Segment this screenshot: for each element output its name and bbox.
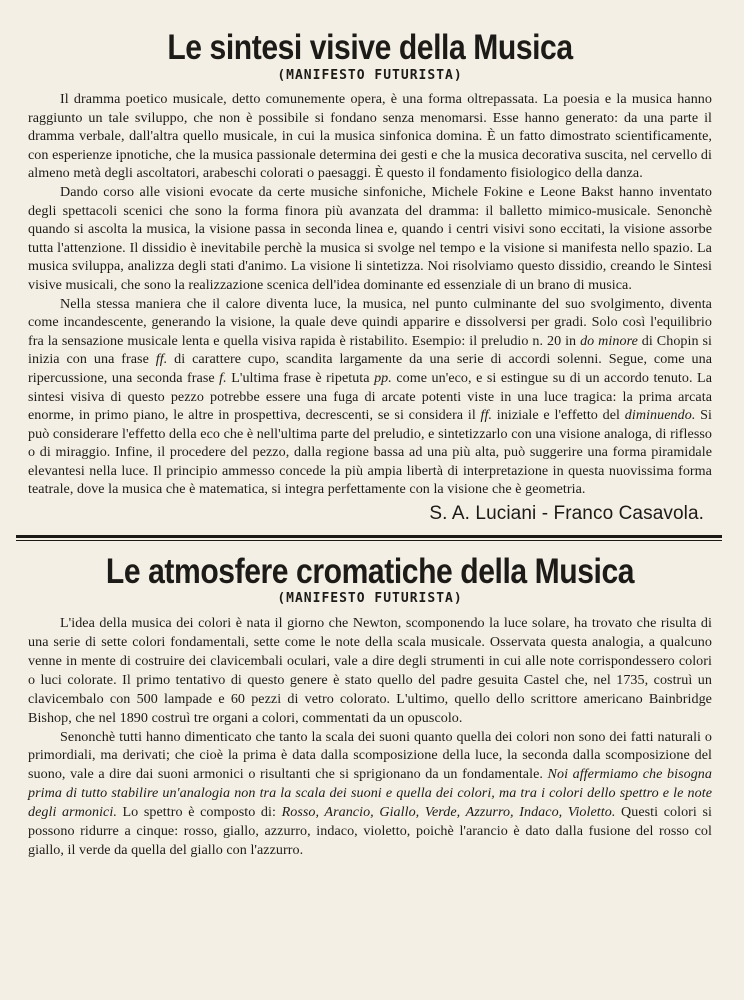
text-run: di carattere cupo, scandita largamente da una serie di accordi solenni. Segue, come una ripercussione, una seconda frase [28,351,712,386]
text-run: Si può considerare l'effetto della eco che è nell'ultima parte del preludio, e sintetizzarlo con una visione analoga, di riflesso o di miraggio. Infine, il procedere del pezzo, dalla regione bassa ad una più alta, può suggerire una forma piramidale elevantesi nella luce. Il principio ammesso concede la più ampia libertà di interpretazione in questa nuovissima forma teatrale, dove la musica che è matematica, si integra perfettamente con la visione che è geometria. [28,407,713,498]
text-run: di Chopin si inizia con una frase [28,332,712,368]
text-run: iniziale e l'effetto del [492,407,625,424]
paragraph [28,183,712,295]
italic-text-run: Rosso, Arancio, Giallo, Verde, Azzurro, Indaco, Violetto. [281,804,616,821]
paragraph [28,90,712,183]
text-run: Nella stessa maniera che il calore diventa luce, la musica, nel punto culminante del suo svolgimento, diventa come incandescente, generando la visione, la quale deve quindi apparire e dissolversi per gradi. Solo così l'equilibrio fra la sensazione musicale lenta e quella visiva rapida è ristabilito. Esempio: il preludio n. 20 in [28,295,712,349]
text-run: come un'eco, e si estingue su di un accordo tenuto. La sintesi visiva di questo pezzo potrebbe essere una fuga di arcate potenti viste in una luce tragica: la prima arcata enorme, in primo piano, le altre in prospettiva, decrescenti, se si considera il [28,369,713,424]
section-title: Le atmosfere cromatiche della Musica [105,552,635,592]
paragraph [28,728,712,860]
text-run: Lo spettro è composto di: [116,804,282,821]
paragraph [28,295,712,500]
section-atmosfere-cromatiche [28,551,712,860]
italic-text-run: ff. [155,351,168,368]
section-body [28,614,712,860]
text-run: Senonchè tutti hanno dimenticato che tanto la scala dei suoni quanto quella dei colori non sono dei fatti naturali o primordiali, ma derivati; che cioè la prima è data dalla scomposizione della luce, la seconda dalla scomposizione del suono, vale a dire dai suoni armonici o risultanti che si sprigionano da un fondamentale. [28,728,712,783]
text-run: Questi colori si possono ridurre a cinque: rosso, giallo, azzurro, indaco, violetto, poichè l'arancio è dato dalla fusione del rosso col giallo, il verde da quella del giallo con l'azzurro. [28,804,712,858]
section-body [28,90,712,499]
section-divider [16,535,722,541]
italic-text-run: f. [219,369,227,386]
italic-text-run: do minore [580,332,638,349]
text-run: Dando corso alle visioni evocate da certe musiche sinfoniche, Michele Fokine e Leone Bakst hanno inventato degli spettacoli scenici che sono la forma finora più avanzata del dramma: il balletto mimico-musicale. Senonchè quando si ascolta la musica, la visione passa in seconda linea e, quando i centri visivi sono eccitati, la visione assorbe tutta l'attenzione. Il dissidio è inevitabile perchè la musica si svolge nel tempo e la visione si manifesta nello spazio. La musica sviluppa, analizza degli stati d'animo. La visione li sintetizza. Noi risolviamo questo dissidio, creando le Sintesi visive musicali, che sono la realizzazione scenica dell'idea dominante ed essenziale di un brano di musica. [28,183,712,293]
section-subtitle: (MANIFESTO FUTURISTA) [277,68,463,83]
italic-text-run: diminuendo. [624,407,696,424]
italic-text-run: pp. [374,369,392,386]
author-signature: S. A. Luciani - Franco Casavola. [429,503,704,525]
paragraph [28,614,712,727]
italic-text-run: Noi affermiamo che bisogna prima di tutto stabilire un'analogia non tra la scala dei suoni e quella dei colori, ma tra i colori dello spettro e le note degli armonici. [28,766,713,821]
text-run: L'ultima frase è ripetuta [226,369,375,386]
section-sintesi-visive [28,26,712,525]
text-run: L'idea della musica dei colori è nata il giorno che Newton, scomponendo la luce solare, ha trovato che risulta di una serie di sette colori fondamentali, sette come le note della scala musicale. Osservata questa analogia, a qualcuno venne in mente di costruire dei clavicembali oculari, vale a dire degli strumenti in cui alle note corrispondessero colori o luci colorate. Il primo tentativo di questo genere è stato quello del padre gesuita Castel che, nel 1735, costruì un clavicembalo con 500 lampade e 60 pezzi di vetro colorato. L'ultimo, quello dello scrittore americano Bainbridge Bishop, che nel 1890 costruì tre organi a colori, commentati da un opuscolo. [28,615,712,726]
section-subtitle: (MANIFESTO FUTURISTA) [277,591,463,607]
section-title: Le sintesi visive della Musica [167,28,573,67]
italic-text-run: ff. [480,407,493,424]
text-run: Il dramma poetico musicale, detto comunemente opera, è una forma oltrepassata. La poesia e la musica hanno raggiunto un tale sviluppo, che non è possibile si fondano senza menomarsi. Esse hanno generato: da una parte il dramma verbale, dall'altra quello musicale, in cui la musica sinfonica domina. È un fatto dimostrato scientificamente, con esperienze ipnotiche, che la musica passionale determina dei gesti e che la musica decorativa suscita, nel cervello di almeno metà degli ascoltatori, arabeschi colorati o paesaggi. È questo il fondamento fisiologico della danza. [28,91,712,182]
